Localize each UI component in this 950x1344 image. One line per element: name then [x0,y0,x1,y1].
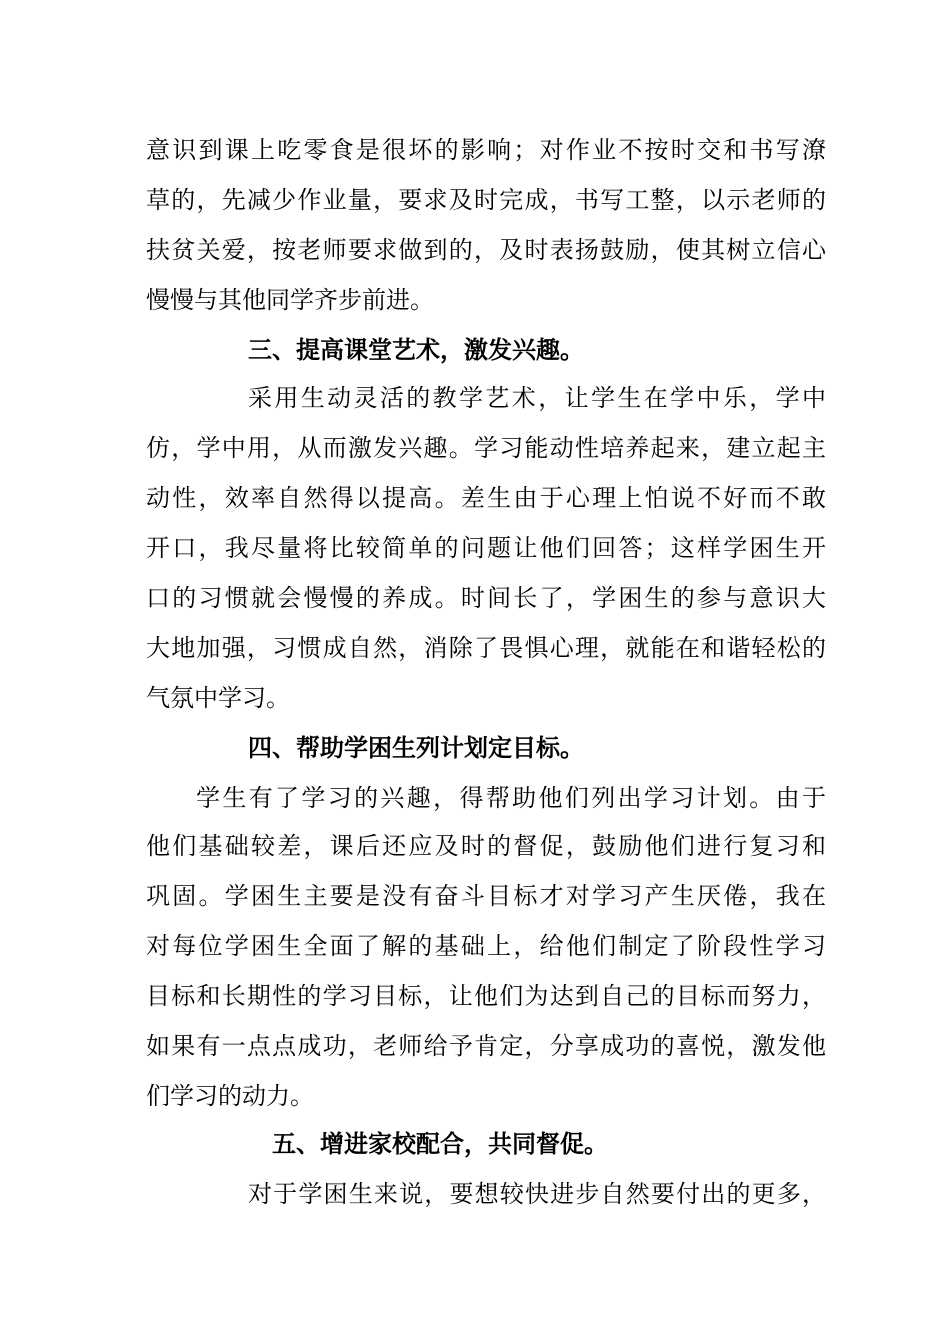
paragraph-line: 意识到课上吃零食是很坏的影响；对作业不按时交和书写潦 [146,136,826,164]
paragraph-line: 如果有一点点成功，老师给予肯定，分享成功的喜悦，激发他 [146,1032,826,1060]
paragraph-line: 仿，学中用，从而激发兴趣。学习能动性培养起来，建立起主 [146,434,826,462]
paragraph-line: 草的，先减少作业量，要求及时完成，书写工整，以示老师的 [146,186,826,214]
paragraph-line: 对于学困生来说，要想较快进步自然要付出的更多， [248,1180,826,1208]
paragraph-line: 巩固。学困生主要是没有奋斗目标才对学习产生厌倦，我在 [146,882,826,910]
paragraph-line: 们学习的动力。 [146,1082,314,1110]
paragraph-line: 扶贫关爱，按老师要求做到的，及时表扬鼓励，使其树立信心 [146,236,826,264]
paragraph-line: 气氛中学习。 [146,684,290,712]
paragraph-line: 采用生动灵活的教学艺术，让学生在学中乐，学中 [248,384,826,412]
paragraph-line: 口的习惯就会慢慢的养成。时间长了，学困生的参与意识大 [146,584,826,612]
section-heading-4: 四、帮助学困生列计划定目标。 [248,734,584,762]
paragraph-line: 大地加强，习惯成自然，消除了畏惧心理，就能在和谐轻松的 [146,634,826,662]
section-heading-5: 五、增进家校配合，共同督促。 [272,1130,608,1158]
paragraph-line: 开口，我尽量将比较简单的问题让他们回答；这样学困生开 [146,534,826,562]
paragraph-line: 学生有了学习的兴趣，得帮助他们列出学习计划。由于 [196,784,826,812]
paragraph-line: 对每位学困生全面了解的基础上，给他们制定了阶段性学习 [146,932,826,960]
section-heading-3: 三、提高课堂艺术，激发兴趣。 [248,336,584,364]
paragraph-line: 慢慢与其他同学齐步前进。 [146,286,434,314]
paragraph-line: 动性，效率自然得以提高。差生由于心理上怕说不好而不敢 [146,484,826,512]
paragraph-line: 目标和长期性的学习目标，让他们为达到自己的目标而努力， [146,982,826,1010]
paragraph-line: 他们基础较差，课后还应及时的督促，鼓励他们进行复习和 [146,832,826,860]
